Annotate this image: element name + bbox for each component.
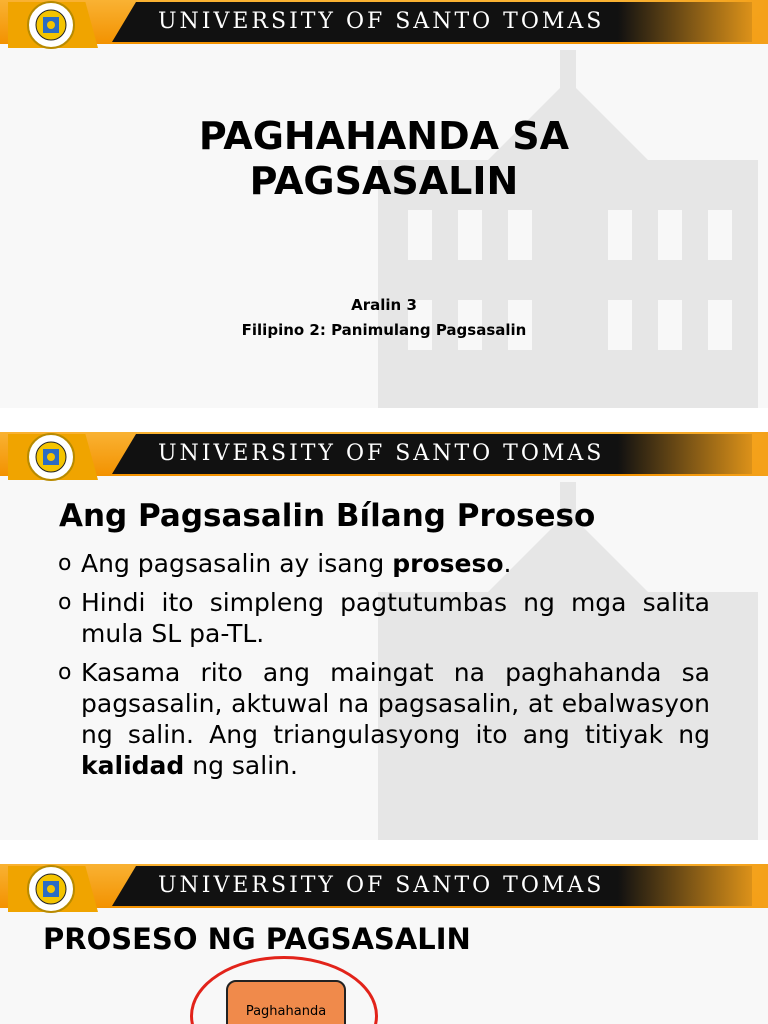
bullet-item: o Ang pagsasalin ay isang proseso. bbox=[58, 549, 512, 578]
bold-term: proseso bbox=[392, 549, 504, 578]
course-name: Filipino 2: Panimulang Pagsasalin bbox=[241, 321, 527, 339]
title-line-1: PAGHAHANDA SA bbox=[198, 114, 570, 158]
slide-process-diagram bbox=[0, 864, 768, 1024]
bullet-item: o Hindi ito simpleng pagtutumbas ng mga salita mula SL pa-TL. bbox=[58, 588, 710, 648]
university-name: UNIVERSITY OF SANTO TOMAS bbox=[158, 9, 605, 34]
slide-process bbox=[0, 432, 768, 840]
process-step-box bbox=[226, 980, 346, 1024]
building-watermark bbox=[338, 40, 768, 408]
bullet-marker: o bbox=[58, 590, 72, 615]
title-line-2: PAGSASALIN bbox=[249, 159, 519, 203]
bullet-item: o Kasama rito ang maingat na paghahanda sa pagsasalin, aktuwal na pagsasalin, at ebalwasyon ng salin. Ang triangulasyong ito ang titiyak ng kalidad ng salin. bbox=[58, 658, 710, 780]
bullet-marker: o bbox=[58, 660, 72, 685]
process-step-label: Paghahanda bbox=[245, 1004, 327, 1019]
university-seal-logo bbox=[8, 2, 98, 48]
university-name: UNIVERSITY OF SANTO TOMAS bbox=[158, 873, 605, 898]
bullet-list bbox=[58, 548, 710, 789]
slide-title bbox=[0, 0, 768, 408]
header-banner bbox=[0, 432, 768, 480]
university-seal-logo bbox=[8, 866, 98, 912]
lesson-number: Aralin 3 bbox=[351, 296, 417, 314]
slide-title-heading bbox=[0, 114, 768, 204]
header-banner bbox=[0, 0, 768, 48]
university-seal-logo bbox=[8, 434, 98, 480]
slide-heading: PROSESO NG PAGSASALIN bbox=[43, 922, 471, 956]
header-banner bbox=[0, 864, 768, 912]
bullet-marker: o bbox=[58, 551, 72, 576]
bold-term: kalidad bbox=[81, 751, 185, 780]
university-name: UNIVERSITY OF SANTO TOMAS bbox=[158, 441, 605, 466]
slide-heading: Ang Pagsasalin Bílang Proseso bbox=[59, 498, 596, 534]
